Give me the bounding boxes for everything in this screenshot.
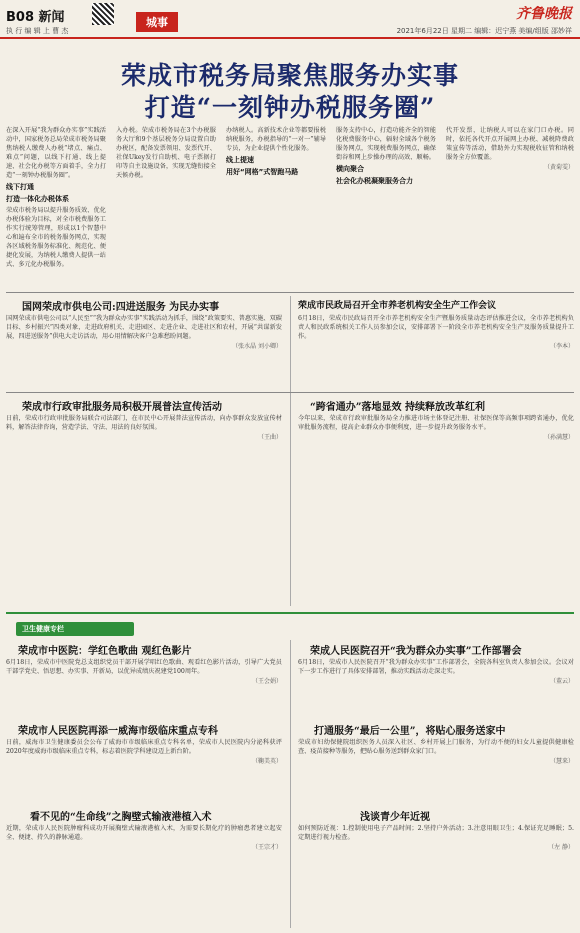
article-title: 荣成人民医院召开“我为群众办实事”工作部署会	[310, 646, 522, 657]
page-header	[0, 0, 580, 40]
article-body: 国网荣成市供电公司以“人民至”“我为群众办实事”实践活动为抓手，围绕“政策要实、普惠实施、双碳目标、乡村振兴”四类对象，走进政府机关、走进园区、走进企业、走进社区和农村，开展“共谋新发展，四进送服务”供电大走访活动，用心用情解决客户急难愁盼问题。 （张水晶 刘小卿）	[6, 315, 282, 350]
column-divider	[290, 640, 291, 928]
article-title: 国网荣成市供电公司:四进送服务 为民办实事	[22, 302, 220, 313]
article-title: 荣成市行政审批服务局积极开展普法宣传活动	[22, 402, 222, 413]
article-title: 荣成市中医院：学红色歌曲 观红色影片	[18, 646, 192, 657]
article-body: 荣成市妇幼保健院组织医务人员深入社区、乡村开展上门服务，为行动不便的妇女儿童提供健康检查、疫苗接种等服务，把贴心服务送到群众家门口。 （慧来）	[298, 739, 574, 765]
health-section-rule	[6, 612, 574, 614]
article-title: 看不见的“生命线”之胸壁式输液港植入术	[30, 812, 212, 823]
qr-code-icon	[92, 3, 114, 25]
section-label: 城事	[136, 12, 178, 32]
editors-line: 执 行 编 辑 上 曹 杰	[6, 27, 69, 35]
article-body: 近期，荣成市人民医院肿瘤科成功开展胸壁式输液港植入术，为需要长期化疗的肿瘤患者建立起安全、便捷、持久的静脉通道。 （王宗才）	[6, 825, 282, 851]
health-column-banner: 卫生健康专栏	[16, 622, 134, 636]
article-title: 荣成市民政局召开全市养老机构安全生产工作会议	[298, 301, 497, 311]
date-line: 2021年6月22日 星期二 编辑：迟宁燕 美编/组版 邵妙祥	[396, 27, 572, 35]
article-title: 打通服务“最后一公里”，将贴心服务送家中	[314, 726, 506, 737]
article-body: 6月18日，荣成市民政局召开全市养老机构安全生产暨服务质量动态评估推进会议，全市养老机构负责人和民政系统相关工作人员参加会议，安排部署下一阶段全市养老机构安全生产及服务质量提升工作。 （李本）	[298, 315, 574, 350]
article-title: 浅谈青少年近视	[360, 812, 430, 823]
divider	[6, 292, 574, 293]
lead-column-3: 办纳税人。高新技术企业等都要报税纳税服务，办税指导的“一对一”辅导专员，为企业提供个性化服务。 线上提速 用好“网格”式智跑马路	[226, 127, 326, 176]
article-body: 日前，荣成市行政审批服务局联合司法部门，在市民中心开展普法宣传活动，向办事群众发放宣传材料，解答法律咨询，营造学法、守法、用法的良好氛围。 （王曲）	[6, 415, 282, 441]
column-divider	[290, 296, 291, 606]
article-title: “跨省通办”落地显效 持续释放改革红利	[310, 402, 485, 413]
article-body: 6月18日，荣成市中医院党总支组织党员干部开展学唱红色歌曲、观看红色影片活动，引导广大党员干部学党史、悟思想、办实事、开新局，以优异成绩庆祝建党100周年。 （王会娟）	[6, 659, 282, 685]
page-number: B08 新闻	[6, 10, 65, 25]
lead-column-4: 服务支持中心，打造功能齐全的智能化税费服务中心，辐射全域各个税务服务网点，实现税费服务网点，确保街谷和网上步操办理的高效、顺畅。 横向聚合 社会化办税凝聚服务合力	[336, 127, 436, 185]
lead-column-5: 代开发票，让纳税人可以在家门口办税。同时，依托各代开点开展网上办税、减税降费政策宣传等活动，借助外力实现税收征管和纳税服务全方位覆盖。 （黄菊雯）	[446, 127, 574, 171]
header-rule	[0, 37, 580, 39]
article-title: 荣成市人民医院再添一威海市级临床重点专科	[18, 726, 218, 737]
lead-column-2: 入办税。荣成市税务局在3个办税服务大厅和9个基层税务分局设置自助办税区，配备发票领用、发票代开、社保Ukey发行自助机、电子票据打印等自主设施设备，实现无缝衔接全天候办税。	[116, 127, 216, 179]
lead-headline: 荣成市税务局聚焦服务办实事	[120, 61, 459, 90]
paper-logo: 齐鲁晚报	[516, 6, 572, 22]
divider	[6, 392, 574, 393]
article-body: 今年以来，荣成市行政审批服务局全力推进市场主体登记注册、社保医保等高频事项跨省通办，优化审批服务流程，提高企业群众办事便利度，进一步提升政务服务水平。 （孙满慧）	[298, 415, 574, 441]
article-body: 如何预防近视：1.控制使用电子产品时间；2.坚持户外活动；3.注意用眼卫生；4.保证充足睡眠；5.定期进行视力检查。 （左 静）	[298, 825, 574, 851]
article-body: 日前，威海市卫生健康委员会公布了威海市市级临床重点专科名单，荣成市人民医院内分泌科获评2020年度威海市级临床重点专科，标志着医院学科建设迈上新台阶。 （鞠美英）	[6, 739, 282, 765]
article-body: 6月18日，荣成市人民医院召开“我为群众办实事”工作部署会，全院各科室负责人参加会议。会议对下一步工作进行了具体安排部署，推动实践活动走深走实。 （董云）	[298, 659, 574, 685]
lead-subheadline: 打造“一刻钟办税服务圈”	[144, 93, 436, 122]
lead-column-1: 在深入开展“我为群众办实事”实践活动中，国家税务总局荣成市税务局聚焦纳税人缴费人办税“堵点、痛点、难点”问题，以线下打通、线上提速、社会化办税等方面着手，全力打造“一刻钟办税服务圈”。 线下打通 打造一体化办税体系 荣成市税务局以提升服务质效、优化办税体验为目标，对全市税费服务工作实行统筹管理，形成以1个智慧中心和遍布全市的税务服务网点，实现各区域税务服务标准化、规范化、便捷化发展，为纳税人缴费人提供一站式、多元化办税服务。	[6, 127, 106, 268]
